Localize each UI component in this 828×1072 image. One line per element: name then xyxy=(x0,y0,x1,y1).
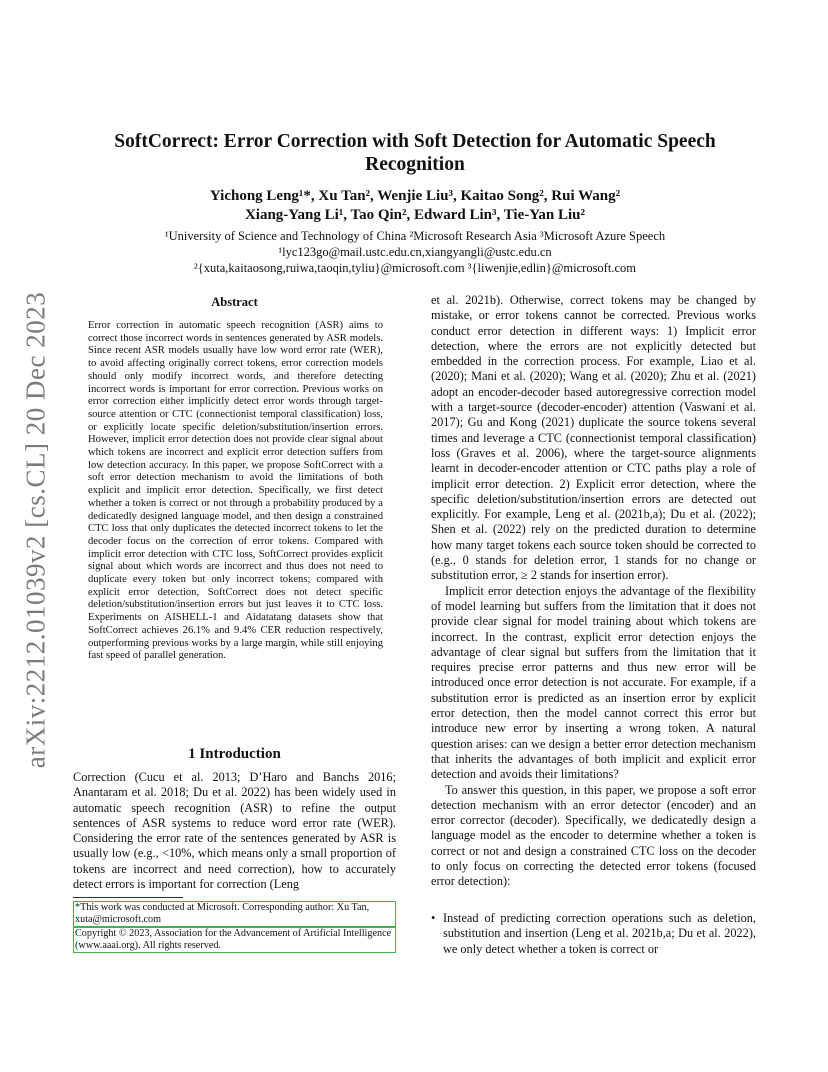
footnote-author-note[interactable]: *This work was conducted at Microsoft. Corresponding author: Xu Tan, xuta@microsoft.com xyxy=(73,901,396,927)
affiliations xyxy=(95,228,735,276)
right-column xyxy=(431,293,756,890)
authors-line-1: Yichong Leng¹*, Xu Tan², Wenjie Liu³, Kaitao Song², Rui Wang² xyxy=(209,188,621,204)
bullet-item: Instead of predicting correction operations such as deletion, substitution and insertion (Leng et al. 2021b,a; Du et al. 2022), we only detect whether a token is correct or xyxy=(443,911,756,956)
authors-line-2: Xiang-Yang Li¹, Tao Qin², Edward Lin³, Tie-Yan Liu² xyxy=(244,207,586,223)
footnote xyxy=(73,901,396,953)
author-list xyxy=(95,187,735,225)
bullet-mark: • xyxy=(431,911,436,925)
introduction-heading: 1 Introduction xyxy=(188,746,281,762)
arxiv-side-label xyxy=(16,290,56,770)
bullet-list xyxy=(431,911,756,957)
introduction-body: Correction (Cucu et al. 2013; D’Haro and Banchs 2016; Anantaram et al. 2018; Du et al. 2022) has been widely used in automatic speech recognition (ASR) to refine the output sentences of ASR systems to reduce word error rate (WER). Considering the error rate of the sentences generated by ASR is usually low (e.g., <10%, which means only a small proportion of tokens are incorrect and need correction), how to accurately detect errors is important for correction (Leng xyxy=(73,770,396,892)
affiliation-line-3: ²{xuta,kaitaosong,ruiwa,taoqin,tyliu}@microsoft.com ³{liwenjie,edlin}@microsoft.com xyxy=(194,261,636,275)
abstract-body: Error correction in automatic speech recognition (ASR) aims to correct those incorrect words in sentences generated by ASR models. Since recent ASR models usually have low word error rate (WER), to avoid affecting originally correct tokens, error correction models should only modify incorrect words, and therefore detecting incorrect words is important for error correction. Previous works on error correction either implicitly detect error words through target-source attention or CTC (connectionist temporal classification) loss, or explicitly locate specific deletion/substitution/insertion errors. However, implicit error detection does not provide clear signal about which tokens are incorrect and explicit error detection suffers from low detection accuracy. In this paper, we propose SoftCorrect with a soft error detection mechanism to avoid the limitations of both explicit and implicit error detection. Specifically, we first detect whether a token is correct or not through a probability produced by a dedicatedly designed language model, and then design a constrained CTC loss that only duplicates the detected incorrect tokens to let the decoder focus on the correction of error tokens. Compared with implicit error detection with CTC loss, SoftCorrect provides explicit signal about which words are incorrect and thus does not need to duplicate every token but only incorrect tokens; compared with explicit error detection, SoftCorrect does not detect specific deletion/substitution/insertion errors but just leaves it to CTC loss. Experiments on AISHELL-1 and Aidatatang datasets show that SoftCorrect achieves 26.1% and 9.4% CER reduction respectively, outperforming previous works by a large margin, while still enjoying fast speed of parallel generation. xyxy=(88,320,383,662)
right-paragraph-1: et al. 2021b). Otherwise, correct tokens may be changed by mistake, or error tokens cannot be corrected. Previous works conduct error detection in different ways: 1) Implicit error detection, where the errors are not explicitly detected but embedded in the correction process. For example, Liao et al. (2020); Mani et al. (2020); Wang et al. (2020); Zhu et al. (2021) adopt an encoder-decoder based autoregressive correction model with a target-source (decoder-encoder) attention (Vaswani et al. 2017); Gu and Kong (2021) duplicate the source tokens several times and leverage a CTC (connectionist temporal classification) loss (Graves et al. 2006), where the target-source alignments learnt in decoder-encoder attention or CTC paths play a role of implicit error detection. 2) Explicit error detection, where the specific deletion/substitution/insertion errors are detected out explicitly. For example, Leng et al. (2021b,a); Du et al. (2022); Shen et al. (2022) rely on the predicted duration to determine how many target tokens each source token should be corrected to (e.g., 0 stands for deletion error, 1 stands for no change or substitution error, ≥ 2 stands for insertion error). xyxy=(431,293,756,583)
title-line-1: SoftCorrect: Error Correction with Soft Detection for Automatic Speech xyxy=(114,131,716,152)
affiliation-line-2: ¹lyc123go@mail.ustc.edu.cn,xiangyangli@ustc.edu.cn xyxy=(278,245,552,259)
arxiv-identifier: arXiv:2212.01039v2 [cs.CL] 20 Dec 2023 xyxy=(20,291,51,769)
right-paragraph-2: Implicit error detection enjoys the advantage of the flexibility of model learning but suffers from the limitation that it does not provide clear signal for model training about which tokens are incorrect. In the contrast, explicit error detection enjoys the advantage of clear signal but suffers from the limitation that it requires precise error patterns and thus new error will be introduced once error detection is not accurate. For example, if a substitution error is predicted as an insertion error by explicit error detection, then the model cannot correct this error but introduce new error by inserting a wrong token. A natural question arises: can we design a better error detection mechanism that inherits the advantages of both implicit and explicit error detection and avoids their limitations? xyxy=(431,583,756,782)
affiliation-line-1: ¹University of Science and Technology of China ²Microsoft Research Asia ³Microsoft Azure Speech xyxy=(164,229,666,243)
footnote-copyright[interactable]: Copyright © 2023, Association for the Advancement of Artificial Intelligence (www.aaai.org). All rights reserved. xyxy=(73,927,396,953)
title-line-2: Recognition xyxy=(365,154,465,175)
abstract-heading: Abstract xyxy=(211,295,258,309)
paper-title xyxy=(95,130,735,176)
right-paragraph-3: To answer this question, in this paper, we propose a soft error detection mechanism with an error detector (encoder) and an error corrector (decoder). Specifically, we dedicatedly design a language model as the encoder to determine whether a token is correct or not and design a constrained CTC loss on the decoder to only focus on correcting the detected error tokens (focused error detection): xyxy=(431,782,756,889)
footnote-rule xyxy=(73,897,183,898)
